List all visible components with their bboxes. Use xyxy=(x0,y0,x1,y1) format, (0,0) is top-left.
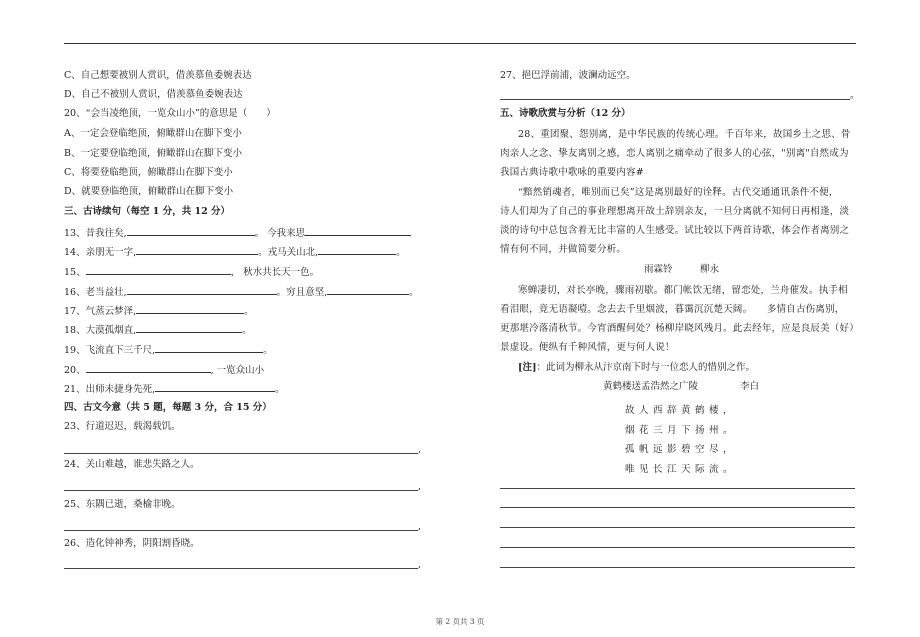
q23-text: 23、行道迟迟，载渴载饥。 xyxy=(64,421,181,432)
blank[interactable] xyxy=(305,225,411,236)
answer-comma: , xyxy=(418,559,422,570)
answer-line-24[interactable] xyxy=(64,490,418,491)
poem2-line-4: 唯见长江天际流。 xyxy=(625,464,738,475)
answer-comma: , xyxy=(418,481,422,492)
q20-option-c: C、将要登临绝顶，俯瞰群山在脚下变小 xyxy=(64,167,233,178)
answer-line-28-4[interactable] xyxy=(500,547,855,548)
header-rule xyxy=(64,43,856,44)
blank[interactable] xyxy=(127,284,277,295)
q20-option-a: A、一定会登临绝顶，俯瞰群山在脚下变小 xyxy=(64,128,242,139)
poem-line-19: 19、飞流直下三千尺, 。 xyxy=(64,342,273,358)
q28-paragraph-2: “黯然销魂者，唯别而已矣”这是离别最好的诠释。古代交通通讯条件不便， 诗人们却为了自己的事业理想离开故土辞别亲友，一旦分离就不知何日再相逢，淡 淡的诗句中总包含着无比丰富的人生感受。试比较以下两首诗歌，体会作者离别之 情有何不同，并做简要分析。 xyxy=(500,187,850,255)
answer-line-27[interactable] xyxy=(500,99,850,100)
q28-paragraph-1: 28、重团聚、怨别离，是中华民族的传统心理。千百年来，故国乡土之思、骨 肉亲人之念、挚友离别之感，恋人离别之痛牵动了很多人的心弦，"别离"自然成为 我国古典诗歌中歌咏的重要内容# xyxy=(500,129,851,178)
poem-line-20: 20、 , 一览众山小 xyxy=(64,362,264,378)
blank[interactable] xyxy=(155,342,263,353)
blank[interactable] xyxy=(155,381,275,392)
poem-line-14: 14、亲朋无一字, 。戎马关山北, 。 xyxy=(64,244,406,260)
q19-option-d: D、自己不被别人赏识，借羡慕鱼委婉表达 xyxy=(64,89,243,100)
q26-text: 26、造化钟神秀，阴阳割昏晓。 xyxy=(64,538,200,549)
poem-line-13: 13、昔我往矣, 。 今我来思 xyxy=(64,225,411,241)
q20-option-b: B、一定要登临绝顶，俯瞰群山在脚下变小 xyxy=(64,148,242,159)
poem1-note: [注]：此词为柳永从汴京南下时与一位恋人的惜别之作。 xyxy=(518,362,756,373)
section3-title: 三、古诗续句（每空 1 分，共 12 分） xyxy=(64,206,231,217)
answer-line-28-2[interactable] xyxy=(500,507,855,508)
q19-option-c: C、自己想要被别人赏识，借羡慕鱼委婉表达 xyxy=(64,70,252,81)
blank[interactable] xyxy=(86,362,211,373)
section4-title: 四、古文今意（共 5 题，每题 3 分，合 15 分） xyxy=(64,402,272,413)
blank[interactable] xyxy=(327,284,409,295)
poem2-title: 黄鹤楼送孟浩然之广陵 xyxy=(603,381,699,392)
blank[interactable] xyxy=(86,264,231,275)
answer-period: 。 xyxy=(850,90,860,101)
poem-line-17: 17、气蒸云梦泽, 。 xyxy=(64,303,254,319)
answer-line-28-3[interactable] xyxy=(500,527,855,528)
answer-line-28-5[interactable] xyxy=(500,567,855,568)
answer-comma: , xyxy=(418,521,422,532)
blank[interactable] xyxy=(136,303,244,314)
answer-line-25[interactable] xyxy=(64,530,418,531)
blank[interactable] xyxy=(127,225,255,236)
q20-stem: 20、“会当凌绝顶，一览众山小”的意思是（ ） xyxy=(64,108,276,119)
poem2-author: 李白 xyxy=(740,381,760,392)
poem2-line-1: 故人西辞黄鹤楼， xyxy=(625,405,738,416)
blank[interactable] xyxy=(318,244,396,255)
poem1-title: 雨霖铃 xyxy=(644,264,673,275)
section5-title: 五、诗歌欣赏与分析（12 分） xyxy=(500,108,631,119)
q20-option-d: D、就要登临绝顶，俯瞰群山在脚下变小 xyxy=(64,186,234,197)
poem2-line-3: 孤帆远影碧空尽， xyxy=(625,444,738,455)
answer-line-26[interactable] xyxy=(64,568,418,569)
q25-text: 25、东隅已逝，桑榆非晚。 xyxy=(64,499,181,510)
blank[interactable] xyxy=(136,244,258,255)
poem2-line-2: 烟花三月下扬州。 xyxy=(625,425,738,436)
poem-line-15: 15、 ， 秋水共长天一色。 xyxy=(64,264,319,280)
answer-comma: , xyxy=(418,444,422,455)
poem1-text: 寒蝉凄切，对长亭晚，骤雨初歇。都门帐饮无绪，留恋处，兰舟催发。执手相 看泪眼，竟无语凝噎。念去去千里烟波，暮霭沉沉楚天阔。 多情自古伤离别， 更那堪冷落清秋节。今宵酒醒何处？杨柳岸晓风残月。此去经年，应是良辰美（好） 景虚设。便纵有千种风情，更与何人说！ xyxy=(500,285,859,353)
q24-text: 24、关山难越，谁悲失路之人。 xyxy=(64,459,200,470)
blank[interactable] xyxy=(136,322,242,333)
q27-text: 27、挹巴浮前浦，波澜动远空。 xyxy=(500,70,636,81)
poem-line-18: 18、大漠孤烟直, 。 xyxy=(64,322,252,338)
poem1-author: 柳永 xyxy=(700,264,720,275)
poem-line-16: 16、老当益壮, 。穷且意坚, 。 xyxy=(64,284,419,300)
poem-line-21: 21、出师未捷身先死, 。 xyxy=(64,381,285,397)
answer-line-23[interactable] xyxy=(64,453,418,454)
page-footer: 第 2 页共 3 页 xyxy=(435,617,485,626)
answer-line-28-1[interactable] xyxy=(500,488,855,489)
